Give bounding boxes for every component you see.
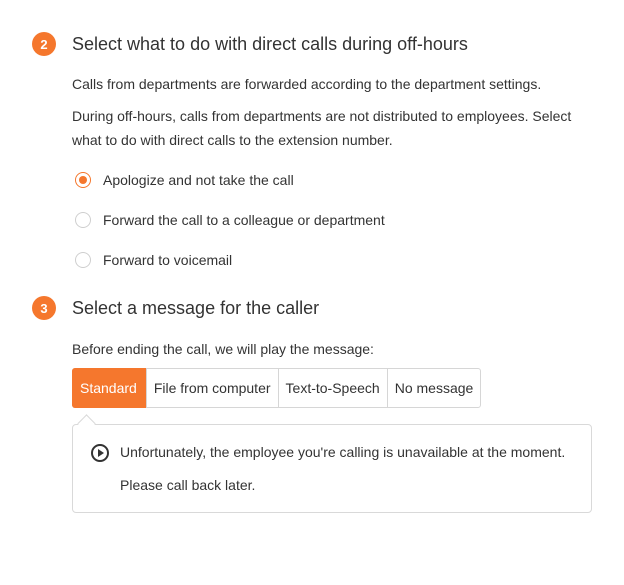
step-number-badge: 3 (32, 296, 56, 320)
radio-button[interactable] (75, 212, 91, 228)
tab-file-from-computer[interactable]: File from computer (146, 369, 278, 407)
message-type-tabs (72, 368, 481, 408)
tab-no-message[interactable]: No message (387, 369, 481, 407)
option-label: Apologize and not take the call (103, 172, 294, 188)
message-line-2: Please call back later. (120, 477, 256, 493)
option-apologize[interactable] (75, 172, 294, 188)
department-forwarding-note: Calls from departments are forwarded according to the department settings. (72, 76, 542, 92)
radio-button-selected[interactable] (75, 172, 91, 188)
option-label: Forward the call to a colleague or department (103, 212, 385, 228)
step-3-header (32, 296, 319, 320)
message-intro: Before ending the call, we will play the message: (72, 341, 374, 357)
step-2-header (32, 32, 468, 56)
play-icon[interactable] (91, 444, 109, 462)
tab-standard[interactable]: Standard (72, 368, 146, 408)
option-forward-voicemail[interactable] (75, 252, 232, 268)
option-forward-colleague[interactable] (75, 212, 385, 228)
step-title: Select what to do with direct calls during off-hours (72, 33, 468, 54)
message-line-1: Unfortunately, the employee you're calling is unavailable at the moment. (120, 444, 566, 460)
tab-text-to-speech[interactable]: Text-to-Speech (278, 369, 387, 407)
option-label: Forward to voicemail (103, 252, 233, 268)
off-hours-description: During off-hours, calls from departments are not distributed to employees. Select what to do with direct calls to the extension number. (72, 108, 572, 148)
message-preview-box (72, 424, 592, 513)
step-number-badge: 2 (32, 32, 56, 56)
radio-button[interactable] (75, 252, 91, 268)
step-title: Select a message for the caller (72, 297, 320, 318)
